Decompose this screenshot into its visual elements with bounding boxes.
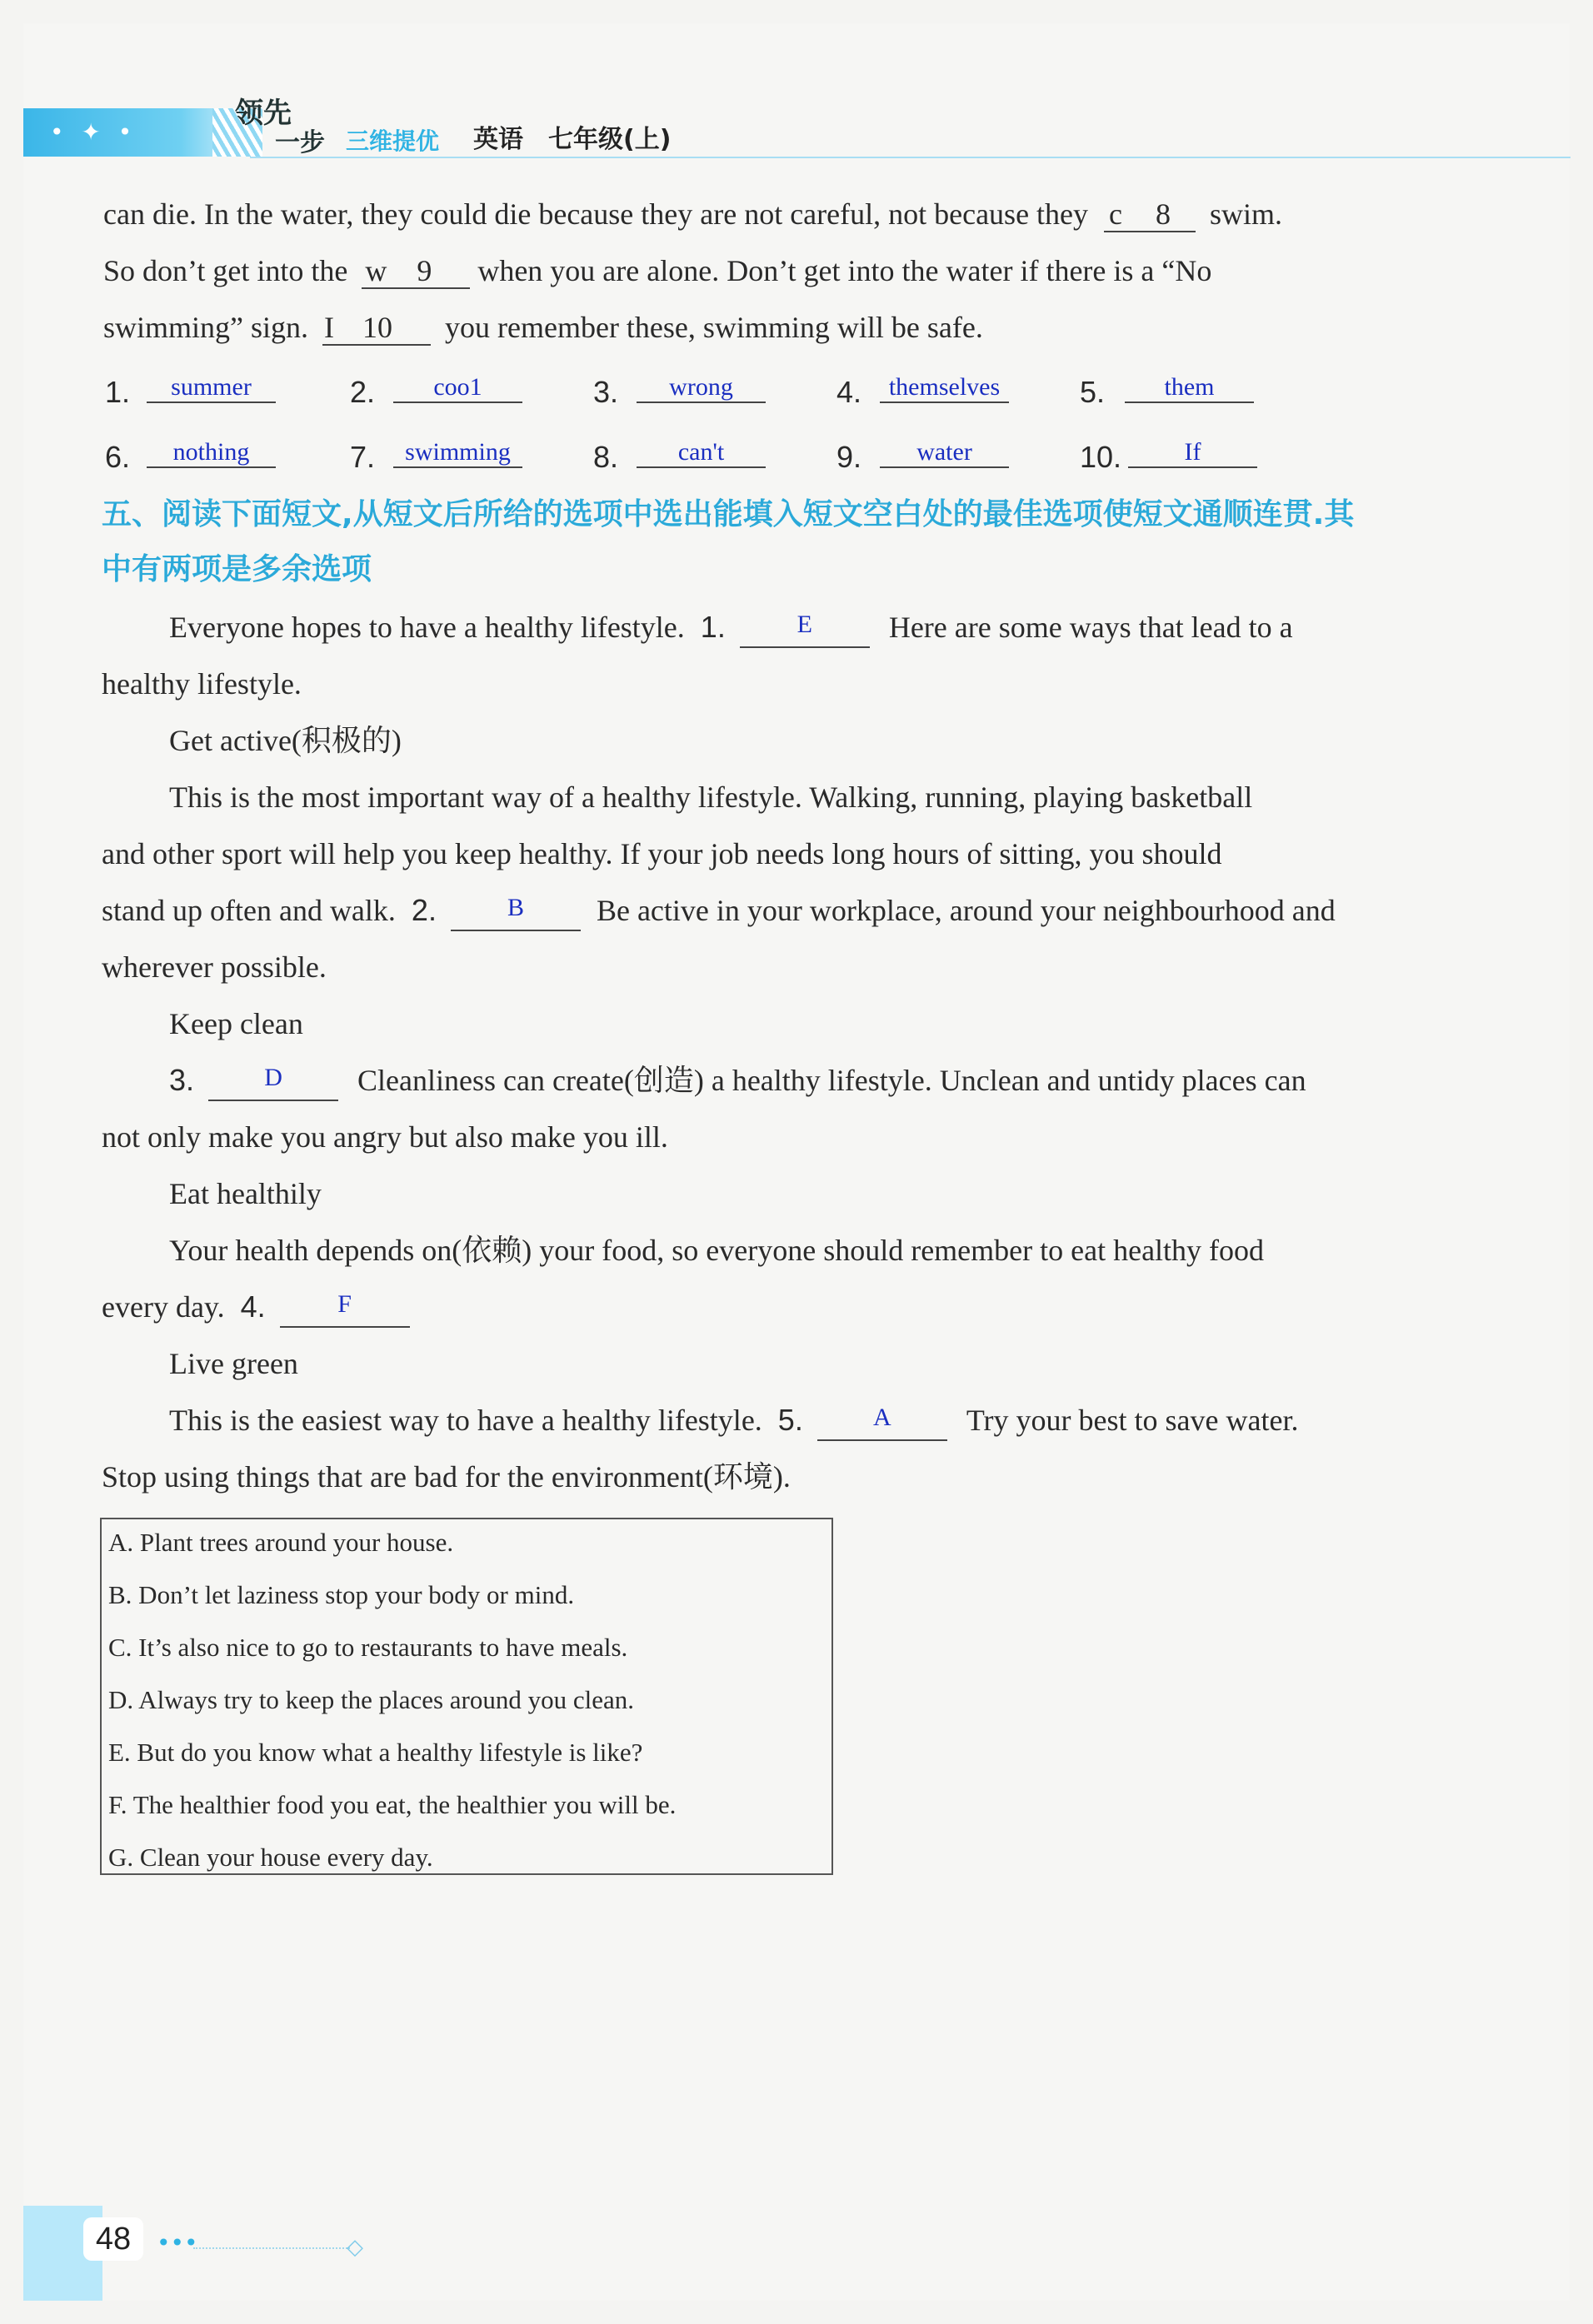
answer-item	[1080, 373, 1215, 410]
text-span: you remember these, swimming will be safe.	[445, 311, 983, 344]
passage-line	[102, 1290, 410, 1328]
passage-line: This is the most important way of a healthy lifestyle. Walking, running, playing basketball	[169, 780, 1253, 814]
blank-q5	[817, 1404, 947, 1441]
option-e: E. But do you know what a healthy lifestyle is like?	[108, 1738, 643, 1767]
passage-line: Your health depends on(依赖) your food, so everyone should remember to eat healthy food	[169, 1234, 1265, 1267]
passage-line: and other sport will help you keep healthy. If your job needs long hours of sitting, you should	[102, 837, 1222, 870]
header-rule	[250, 157, 1571, 158]
answer-letter: F	[337, 1290, 352, 1318]
question-number: 5.	[777, 1403, 803, 1437]
option-f: F. The healthier food you eat, the healthier you will be.	[108, 1790, 677, 1819]
text-span: swimming” sign.	[103, 311, 309, 344]
answer-text: swimming	[393, 438, 522, 468]
answer-text: nothing	[147, 438, 276, 468]
blank-10	[322, 311, 431, 346]
blank-q2	[451, 894, 581, 931]
answer-item	[1080, 438, 1201, 475]
answer-number: 9.	[836, 440, 862, 474]
option-a: A. Plant trees around your house.	[108, 1528, 454, 1557]
text-span: every day.	[102, 1290, 225, 1324]
text-span: can die. In the water, they could die because they are not careful, not because they	[103, 197, 1089, 231]
passage-line	[169, 1404, 1298, 1441]
text-span: when you are alone. Don’t get into the water if there is a “No	[477, 254, 1212, 287]
passage-line	[169, 1064, 1306, 1101]
answer-number: 8.	[593, 440, 619, 474]
answer-number: 1.	[105, 375, 131, 409]
answer-item	[105, 373, 252, 410]
logo-text-top: 领先	[235, 97, 292, 130]
question-number: 4.	[240, 1289, 266, 1324]
option-c: C. It’s also nice to go to restaurants to have meals.	[108, 1633, 628, 1662]
answer-number: 10.	[1080, 440, 1122, 474]
answer-item	[105, 438, 250, 475]
blank-q4	[280, 1290, 410, 1328]
answer-text: them	[1125, 373, 1254, 403]
answer-number: 6.	[105, 440, 131, 474]
answer-text: summer	[147, 373, 276, 403]
blank-number: 8	[1156, 197, 1171, 231]
passage-line	[103, 254, 1211, 289]
subheading: Get active(积极的)	[169, 724, 402, 757]
text-span: Here are some ways that lead to a	[888, 611, 1293, 644]
answer-item	[593, 438, 725, 475]
blank-letter: I	[324, 311, 335, 344]
answer-text: themselves	[880, 373, 1009, 403]
passage-line	[102, 894, 1336, 931]
blank-9	[362, 254, 470, 289]
text-span: Cleanliness can create(创造) a healthy lifestyle. Unclean and untidy places can	[357, 1064, 1306, 1097]
options-box	[100, 1518, 833, 1875]
blank-q1	[740, 611, 870, 648]
answer-text: If	[1128, 438, 1257, 468]
subheading: Live green	[169, 1347, 298, 1380]
passage-line: Stop using things that are bad for the environment(环境).	[102, 1460, 791, 1494]
text-span: swim.	[1210, 197, 1283, 231]
answer-number: 7.	[350, 440, 376, 474]
question-number: 2.	[411, 893, 437, 927]
blank-number: 10	[362, 311, 393, 344]
option-b: B. Don’t let laziness stop your body or mind.	[108, 1580, 575, 1609]
text-span: This is the easiest way to have a healthy lifestyle.	[169, 1404, 762, 1437]
answer-item	[836, 373, 1001, 410]
passage-line: not only make you angry but also make you ill.	[102, 1120, 668, 1154]
blank-q3	[208, 1064, 338, 1101]
subheading: Eat healthily	[169, 1177, 322, 1210]
question-number: 1.	[700, 610, 726, 644]
answer-item	[350, 438, 511, 475]
blank-letter: c	[1109, 197, 1123, 231]
blank-number: 9	[417, 254, 432, 287]
answer-letter: B	[507, 894, 524, 921]
answer-number: 5.	[1080, 375, 1106, 409]
answer-item	[836, 438, 972, 475]
answer-number: 4.	[836, 375, 862, 409]
blank-8	[1104, 197, 1196, 232]
footer-dots-icon: •••	[157, 2229, 198, 2257]
passage-line	[103, 197, 1282, 232]
footer-rule	[193, 2247, 350, 2249]
text-span: stand up often and walk.	[102, 894, 396, 927]
answer-number: 2.	[350, 375, 376, 409]
section-heading: 五、阅读下面短文,从短文后所给的选项中选出能填入短文空白处的最佳选项使短文通顺连贯.其	[102, 497, 1355, 531]
answer-number: 3.	[593, 375, 619, 409]
passage-line	[103, 311, 983, 346]
book-title: 英语 七年级(上)	[473, 125, 672, 154]
text-span: Everyone hopes to have a healthy lifestyle.	[169, 611, 685, 644]
text-span: Try your best to save water.	[966, 1404, 1299, 1437]
question-number: 3.	[169, 1063, 195, 1097]
answer-item	[593, 373, 733, 410]
answer-text: can't	[637, 438, 766, 468]
passage-line	[169, 611, 1293, 648]
series-tagline: 三维提优	[346, 127, 440, 155]
text-span: Be active in your workplace, around your neighbourhood and	[596, 894, 1336, 927]
subheading: Keep clean	[169, 1007, 303, 1040]
logo-text-bottom: 一步	[275, 128, 325, 157]
answer-text: coo1	[393, 373, 522, 403]
header-stars-icon: • ✦ •	[50, 118, 137, 146]
answer-text: wrong	[637, 373, 766, 403]
answer-letter: A	[872, 1404, 891, 1431]
passage-line: wherever possible.	[102, 950, 327, 984]
answer-letter: E	[796, 611, 812, 638]
answer-item	[350, 373, 482, 410]
text-span: So don’t get into the	[103, 254, 348, 287]
section-heading-cont: 中有两项是多余选项	[102, 552, 372, 586]
passage-line: healthy lifestyle.	[102, 667, 302, 701]
option-g: G. Clean your house every day.	[108, 1843, 433, 1872]
option-d: D. Always try to keep the places around you clean.	[108, 1685, 635, 1714]
blank-letter: w	[365, 254, 387, 287]
answer-letter: D	[264, 1064, 282, 1091]
page-sheet	[23, 23, 1570, 2301]
answer-text: water	[880, 438, 1009, 468]
page-number: 48	[83, 2217, 143, 2261]
diamond-icon: ◇	[347, 2235, 363, 2260]
